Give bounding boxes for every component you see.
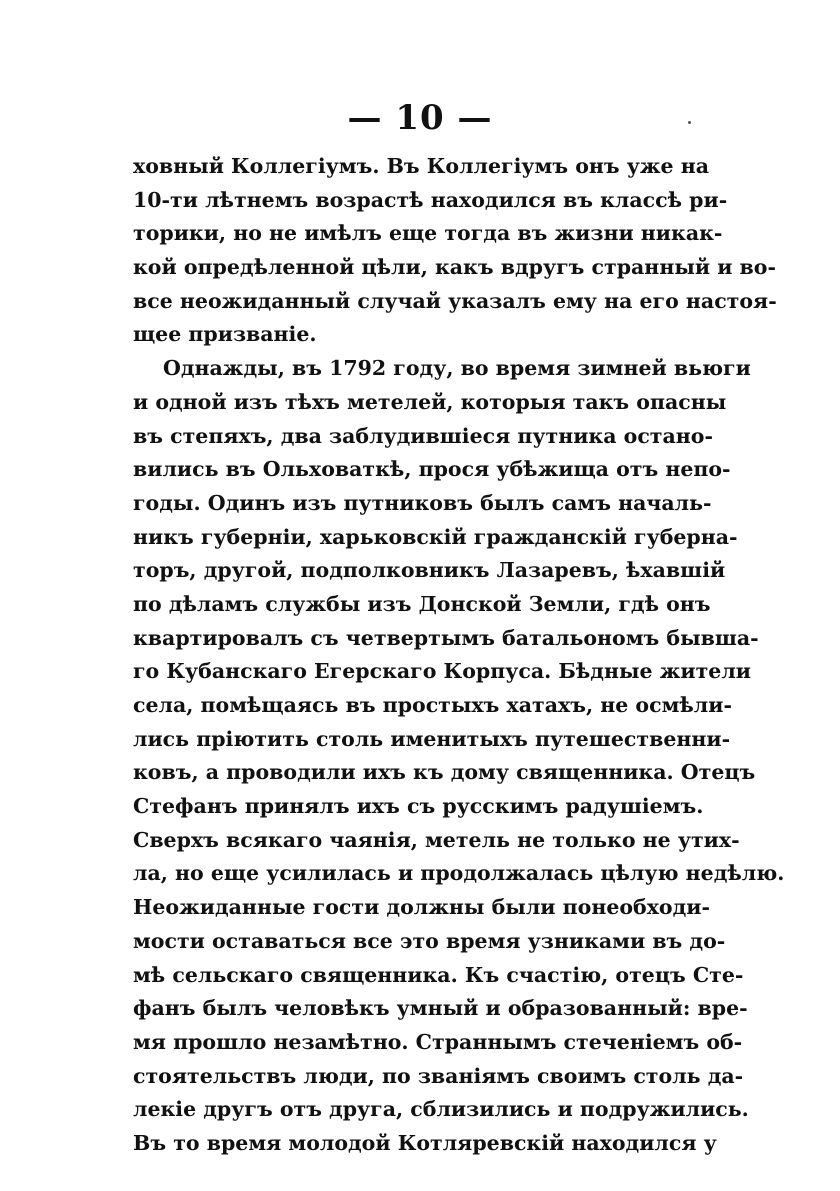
text-line: вились въ Ольховаткѣ, прося убѣжища отъ непо- [133,457,731,482]
page-text [133,150,785,1161]
text-line: мѣ сельскаго священника. Къ счастію, отецъ Сте- [133,962,744,987]
text-line: Сверхъ всякаго чаянія, метель не только не утих- [133,827,740,852]
text-line: кой опредѣленной цѣли, какъ вдругъ странный и во- [133,255,776,280]
text-line: фанъ былъ человѣкъ умный и образованный: вре- [133,996,748,1021]
text-line: годы. Одинъ изъ путниковъ былъ самъ началь- [133,490,712,515]
text-line: ховный Коллегіумъ. Въ Коллегіумъ онъ уже на [133,154,710,178]
text-line: лекіе другъ отъ друга, сблизились и подружились. [133,1097,749,1122]
text-line: села, помѣщаясь въ простыхъ хатахъ, не осмѣли- [133,693,732,717]
text-line: ковъ, а проводили ихъ къ дому священника. Отецъ [133,760,756,785]
text-line: Стефанъ принялъ ихъ съ русскимъ радушіемъ. [133,794,704,819]
paragraph-1 [133,150,777,352]
text-line: мости оставаться все это время узниками въ до- [133,928,726,953]
text-line: лись пріютить столь именитыхъ путешественни- [133,726,731,751]
text-line: ла, но еще усилилась и продолжалась цѣлую недѣлю. [133,861,785,886]
text-line: и одной изъ тѣхъ метелей, которыя такъ опасны [133,389,727,414]
text-line: торики, но не имѣлъ еще тогда въ жизни никак- [133,221,723,246]
text-line: по дѣламъ службы изъ Донской Земли, гдѣ онъ [133,591,711,616]
text-line: стоятельствъ люди, по званіямъ своимъ столь да- [133,1063,744,1088]
text-line: никъ губерніи, харьковскій гражданскій губерна- [133,524,738,549]
text-line: Въ то время молодой Котляревскій находился у [133,1130,717,1155]
page-number: — 10 — [347,98,493,138]
text-line: квартировалъ съ четвертымъ батальономъ бывша- [133,625,759,650]
text-line: мя прошло незамѣтно. Страннымъ стеченіемъ об- [133,1029,743,1054]
text-line: въ степяхъ, два заблудившіеся путника остано- [133,423,713,448]
text-line: торъ, другой, подполковникъ Лазаревъ, ѣхавшій [133,558,726,583]
text-line: го Кубанскаго Егерскаго Корпуса. Бѣдные жители [133,659,752,684]
print-speck [688,121,691,124]
text-line: все неожиданный случай указалъ ему на его настоя- [133,288,777,313]
text-line: 10-ти лѣтнемъ возрастѣ находился въ классѣ ри- [133,187,728,212]
text-line: Неожиданные гости должны были понеобходи- [133,895,710,920]
paragraph-2 [133,352,785,1161]
text-line: Однажды, въ 1792 году, во время зимней вьюги [163,356,751,381]
text-line: щее призваніе. [133,322,317,347]
